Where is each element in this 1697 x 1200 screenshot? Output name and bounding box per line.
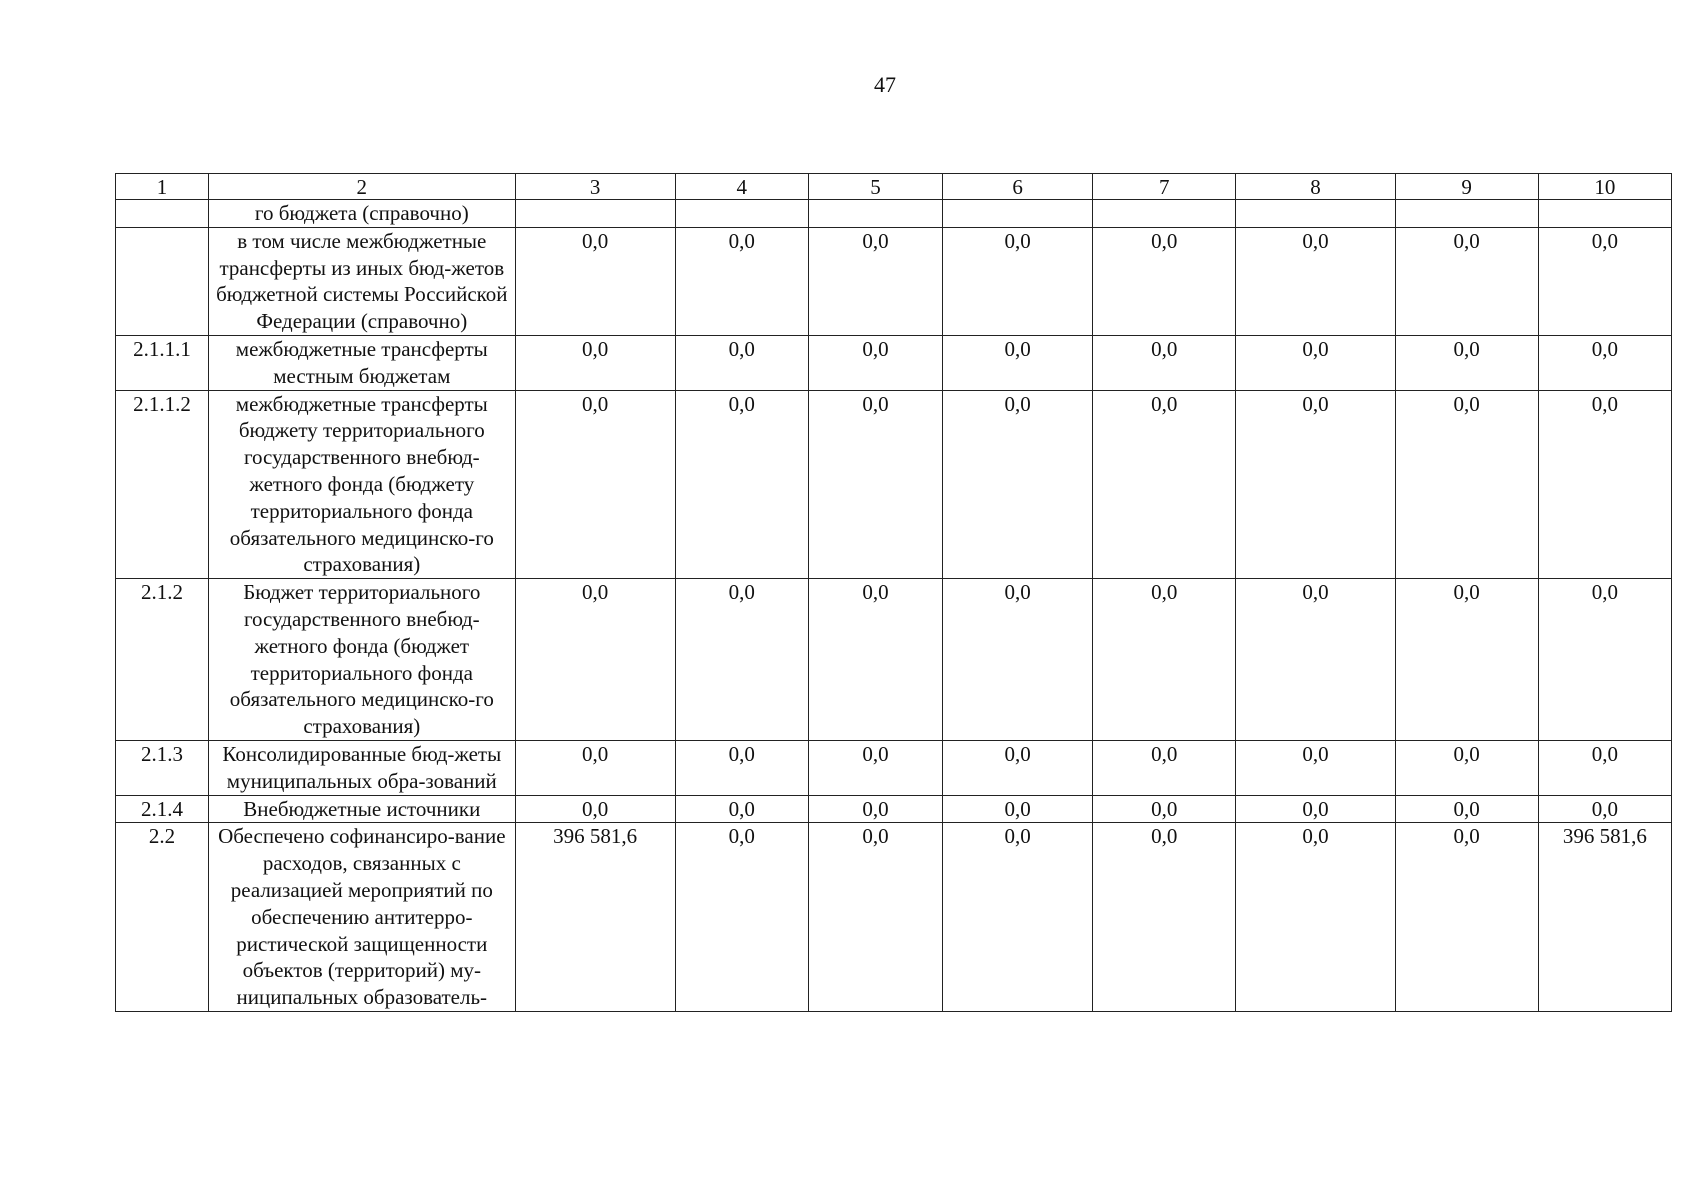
row-description: межбюджетные трансферты бюджету территориального государственного внебюд-жетного фонда (бюджету территориального фонда обязательного медицинско-го страхования) <box>209 390 515 579</box>
row-value-col-5: 0,0 <box>808 335 942 390</box>
table-row <box>116 227 1672 335</box>
row-value-col-10: 0,0 <box>1538 390 1671 579</box>
table-row <box>116 579 1672 741</box>
row-description: Консолидированные бюд-жеты муниципальных обра-зований <box>209 740 515 795</box>
row-value-col-3: 0,0 <box>515 335 675 390</box>
row-value-col-4: 0,0 <box>675 823 808 1012</box>
row-code: 2.1.4 <box>116 795 209 823</box>
row-value-col-10: 0,0 <box>1538 579 1671 741</box>
row-value-col-6: 0,0 <box>943 390 1093 579</box>
row-value-col-10: 0,0 <box>1538 740 1671 795</box>
column-header-10: 10 <box>1538 174 1671 200</box>
row-value-col-8: 0,0 <box>1236 335 1395 390</box>
row-code <box>116 227 209 335</box>
row-value-col-8 <box>1236 200 1395 228</box>
row-value-col-8: 0,0 <box>1236 740 1395 795</box>
row-value-col-7: 0,0 <box>1093 740 1236 795</box>
row-value-col-10 <box>1538 200 1671 228</box>
row-value-col-3: 0,0 <box>515 795 675 823</box>
row-value-col-6 <box>943 200 1093 228</box>
row-code <box>116 200 209 228</box>
row-code: 2.1.3 <box>116 740 209 795</box>
row-value-col-4: 0,0 <box>675 390 808 579</box>
table-body <box>116 200 1672 1012</box>
row-value-col-3: 0,0 <box>515 740 675 795</box>
table-row <box>116 335 1672 390</box>
row-value-col-3: 0,0 <box>515 579 675 741</box>
row-value-col-4: 0,0 <box>675 579 808 741</box>
row-value-col-3 <box>515 200 675 228</box>
row-value-col-7: 0,0 <box>1093 795 1236 823</box>
table-row <box>116 823 1672 1012</box>
row-value-col-4: 0,0 <box>675 227 808 335</box>
row-value-col-9: 0,0 <box>1395 335 1538 390</box>
row-value-col-3: 0,0 <box>515 227 675 335</box>
row-value-col-9 <box>1395 200 1538 228</box>
row-value-col-6: 0,0 <box>943 795 1093 823</box>
row-value-col-4: 0,0 <box>675 740 808 795</box>
row-description: Бюджет территориального государственного внебюд-жетного фонда (бюджет территориального фонда обязательного медицинско-го страхования) <box>209 579 515 741</box>
row-description: го бюджета (справочно) <box>209 200 515 228</box>
row-value-col-7: 0,0 <box>1093 390 1236 579</box>
row-description: в том числе межбюджетные трансферты из иных бюд-жетов бюджетной системы Российской Федерации (справочно) <box>209 227 515 335</box>
column-header-8: 8 <box>1236 174 1395 200</box>
row-value-col-5 <box>808 200 942 228</box>
row-code: 2.1.2 <box>116 579 209 741</box>
row-value-col-4: 0,0 <box>675 335 808 390</box>
table-row <box>116 740 1672 795</box>
row-value-col-4 <box>675 200 808 228</box>
row-value-col-8: 0,0 <box>1236 579 1395 741</box>
column-header-6: 6 <box>943 174 1093 200</box>
row-value-col-5: 0,0 <box>808 740 942 795</box>
row-value-col-7: 0,0 <box>1093 823 1236 1012</box>
column-header-9: 9 <box>1395 174 1538 200</box>
row-code: 2.2 <box>116 823 209 1012</box>
row-description: Внебюджетные источники <box>209 795 515 823</box>
row-value-col-6: 0,0 <box>943 579 1093 741</box>
table-row <box>116 390 1672 579</box>
row-value-col-7 <box>1093 200 1236 228</box>
table-row <box>116 200 1672 228</box>
row-value-col-6: 0,0 <box>943 740 1093 795</box>
row-value-col-9: 0,0 <box>1395 579 1538 741</box>
column-header-2: 2 <box>209 174 515 200</box>
row-value-col-5: 0,0 <box>808 823 942 1012</box>
row-code: 2.1.1.1 <box>116 335 209 390</box>
column-header-4: 4 <box>675 174 808 200</box>
row-value-col-5: 0,0 <box>808 390 942 579</box>
row-value-col-10: 0,0 <box>1538 795 1671 823</box>
row-value-col-3: 0,0 <box>515 390 675 579</box>
row-value-col-5: 0,0 <box>808 795 942 823</box>
row-value-col-9: 0,0 <box>1395 823 1538 1012</box>
row-value-col-7: 0,0 <box>1093 335 1236 390</box>
column-header-3: 3 <box>515 174 675 200</box>
row-value-col-8: 0,0 <box>1236 227 1395 335</box>
page-number: 47 <box>874 72 896 97</box>
row-value-col-6: 0,0 <box>943 335 1093 390</box>
row-value-col-9: 0,0 <box>1395 227 1538 335</box>
row-value-col-7: 0,0 <box>1093 579 1236 741</box>
row-description: межбюджетные трансферты местным бюджетам <box>209 335 515 390</box>
table-row <box>116 795 1672 823</box>
budget-table <box>115 173 1672 1012</box>
row-value-col-9: 0,0 <box>1395 740 1538 795</box>
row-value-col-9: 0,0 <box>1395 795 1538 823</box>
row-value-col-9: 0,0 <box>1395 390 1538 579</box>
row-value-col-10: 396 581,6 <box>1538 823 1671 1012</box>
column-header-7: 7 <box>1093 174 1236 200</box>
column-header-5: 5 <box>808 174 942 200</box>
row-value-col-8: 0,0 <box>1236 390 1395 579</box>
row-code: 2.1.1.2 <box>116 390 209 579</box>
row-value-col-8: 0,0 <box>1236 823 1395 1012</box>
row-value-col-6: 0,0 <box>943 823 1093 1012</box>
row-value-col-5: 0,0 <box>808 227 942 335</box>
row-value-col-5: 0,0 <box>808 579 942 741</box>
row-value-col-3: 396 581,6 <box>515 823 675 1012</box>
row-value-col-10: 0,0 <box>1538 227 1671 335</box>
row-value-col-6: 0,0 <box>943 227 1093 335</box>
row-value-col-8: 0,0 <box>1236 795 1395 823</box>
table-header-row <box>116 174 1672 200</box>
row-value-col-4: 0,0 <box>675 795 808 823</box>
row-value-col-10: 0,0 <box>1538 335 1671 390</box>
row-value-col-7: 0,0 <box>1093 227 1236 335</box>
row-description: Обеспечено софинансиро-вание расходов, связанных с реализацией мероприятий по обеспечению антитерро-ристической защищенности объектов (территорий) му-ниципальных образователь- <box>209 823 515 1012</box>
column-header-1: 1 <box>116 174 209 200</box>
